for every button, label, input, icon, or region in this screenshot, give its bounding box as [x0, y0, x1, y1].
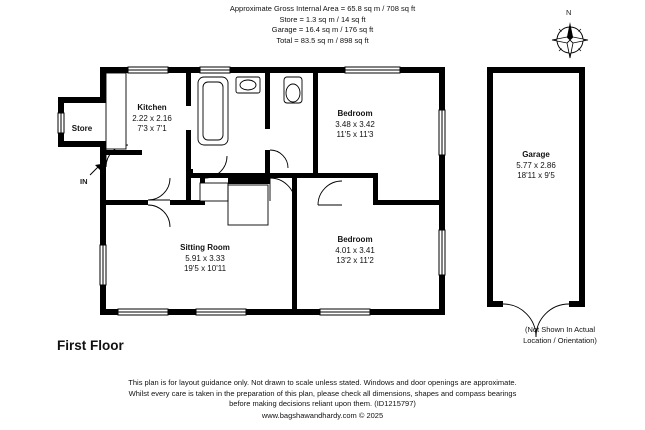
room-name-bedroom-2: Bedroom: [337, 235, 373, 244]
garage-note-line-1: (Not Shown In Actual: [524, 325, 596, 334]
room-name-bedroom-1: Bedroom: [337, 109, 373, 118]
room-name-kitchen: Kitchen: [137, 103, 167, 112]
room-dims-imperial-sitting-room: 19'5 x 10'11: [183, 264, 227, 273]
compass-north-label: N: [566, 8, 572, 17]
garage-note-line-2: Location / Orientation): [523, 335, 597, 345]
disclaimer: [0, 378, 645, 421]
area-line-garage: Garage = 16.4 sq m / 176 sq ft: [271, 25, 374, 34]
room-name-store: Store: [71, 124, 93, 133]
room-dims-imperial-bedroom-2: 13'2 x 11'2: [336, 256, 374, 265]
entrance-label: IN: [80, 177, 88, 186]
room-dims-metric-garage: 5.77 x 2.86: [516, 160, 556, 170]
area-line-store: Store = 1.3 sq m / 14 sq ft: [279, 14, 366, 24]
room-name-sitting-room: Sitting Room: [180, 243, 230, 252]
compass-icon: [550, 20, 590, 60]
area-line-total: Total = 83.5 sq m / 898 sq ft: [276, 35, 369, 45]
room-label-garage: [478, 150, 594, 182]
disclaimer-line-1: This plan is for layout guidance only. Not drawn to scale unless stated. Windows and door openings are approximate.: [128, 378, 517, 387]
room-label-bedroom-2: [300, 235, 410, 267]
garage-location-note: [480, 325, 640, 346]
room-label-store: [54, 124, 110, 135]
room-label-bedroom-1: [300, 109, 410, 141]
disclaimer-line-2: Whilst every care is taken in the preparation of this plan, please check all dimensions, shapes and compass bearings: [128, 388, 517, 398]
copyright-line: www.bagshawandhardy.com © 2025: [261, 410, 384, 420]
garage-walls: [487, 67, 585, 307]
room-dims-metric-bedroom-2: 4.01 x 3.41: [335, 245, 375, 255]
room-name-garage: Garage: [522, 150, 550, 159]
room-dims-imperial-garage: 18'11 x 9'5: [517, 171, 555, 180]
room-dims-metric-sitting-room: 5.91 x 3.33: [185, 253, 225, 263]
room-dims-metric-bedroom-1: 3.48 x 3.42: [335, 119, 375, 129]
room-dims-metric-kitchen: 2.22 x 2.16: [132, 113, 172, 123]
disclaimer-line-3: before making decisions reliant upon them. (ID1215797): [229, 399, 416, 408]
room-label-kitchen: [112, 103, 192, 135]
room-label-sitting-room: [140, 243, 270, 275]
entrance-arrow-icon: [88, 161, 104, 177]
area-line-gross: Approximate Gross Internal Area = 65.8 sq m / 708 sq ft: [229, 4, 416, 13]
floor-title: First Floor: [57, 338, 124, 353]
room-dims-imperial-bedroom-1: 11'5 x 11'3: [336, 130, 374, 139]
floor-plan-drawing: [0, 55, 645, 355]
room-dims-imperial-kitchen: 7'3 x 7'1: [137, 124, 167, 133]
floor-plan-svg: [0, 55, 645, 355]
